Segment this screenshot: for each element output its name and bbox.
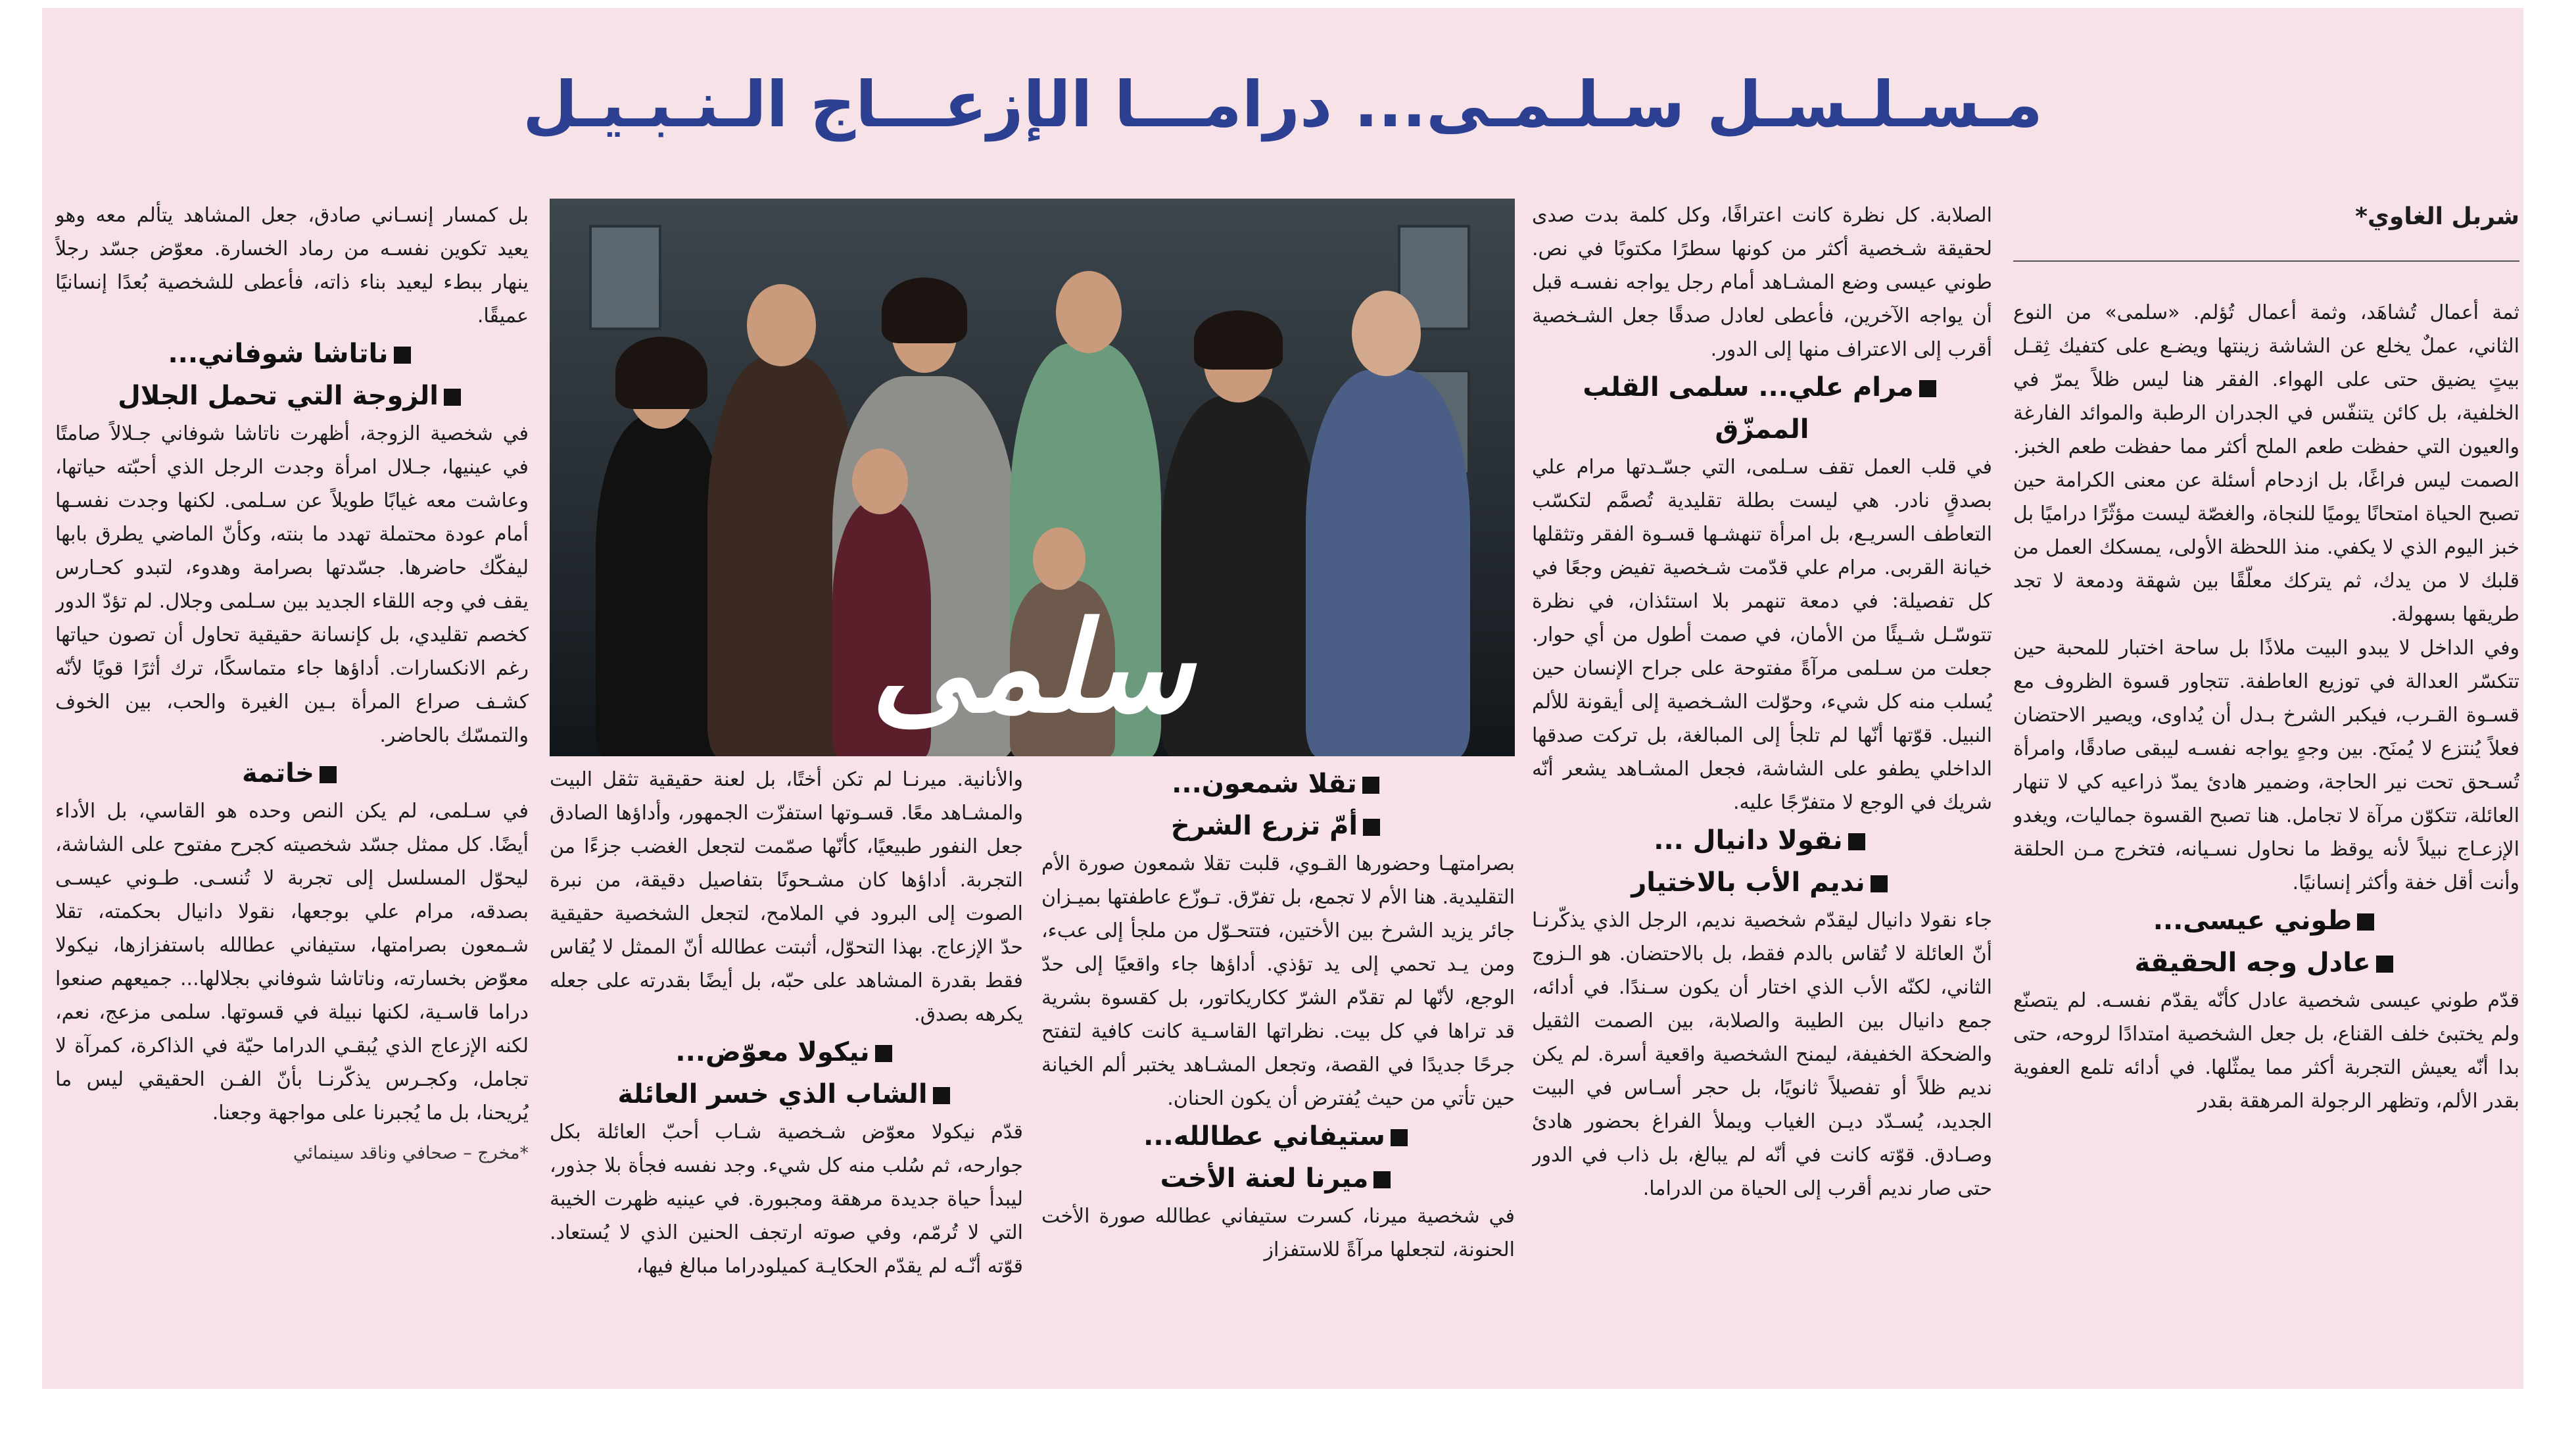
body-paragraph: وفي الداخل لا يبدو البيت ملاذًا بل ساحة اختبار للمحبة حين تتكسّر العدالة في توزيع العاطفة. تتجاور قسوة الظروف مع قسـوة القـرب، فيكبر الشرخ بـدل أن يُداوى، ويصير الاحتضان فعلاً يُنتزع لا يُمنَح. بين وجهٍ يواجه نفسـه ليبقى صادقًا، وامرأة تُسـحق تحت نير الحاجة، وضمير هادئ يمدّ ذراعيه كي لا تنهار العائلة، تتكوّن مرآة لا تجامل. هنا تصبح القسوة جماليات، ويغدو الإزعـاج نبيلاً لأنه يوقظ ما نحاول نسـيانه، فتخرج مـن الحلقة وأنت أقل خفة وأكثر إنسانيًا. xyxy=(2013,637,2519,894)
body-paragraph: في سـلمى، لم يكن النص وحده هو القاسي، بل الأداء أيضًا. كل ممثل جسّد شخصيته كجرح مفتوح على الشاشة، ليحوّل المسلسل إلى تجربة لا تُنسـى. طـوني عيسـى بصدقه، مرام علي بوجعها، نقولا دانيال بحكمته، تقلا شـمعون بصرامتها، ستيفاني عطالله باستفزازها، نيكولا معوّض بخسارته، وناتاشا شوفاني بجلالها... جميعهم صنعوا دراما قاسـية، لكنها نبيلة في قسوتها. سلمى مزعج، نعم، لكنه الإزعاج الذي يُبقـي الدراما حيّة في الذاكرة، كمرآة لا تجامل، وكجـرس يذكّرنـا بأنّ الفـن الحقيقي ليس ما يُريحنا، بل ما يُجبرنا على مواجهة وجعنا. xyxy=(55,800,529,1125)
section-heading: طوني عيسى... xyxy=(2013,900,2519,942)
square-bullet-icon xyxy=(320,766,337,783)
section-heading: تقلا شمعون... xyxy=(1041,763,1515,805)
section-heading: نيكولا معوّض... xyxy=(550,1031,1023,1073)
column-3 xyxy=(1041,763,1515,1382)
body-paragraph: بصرامتهـا وحضورها القـوي، قلبت تقلا شمعون صورة الأم التقليدية. هنا الأم لا تجمع، بل تفرّق. تـوزّع عاطفتها بميـزان جائر يزيد الشرخ بين الأختين، فتتحـوّل من ملجأ إلى عبء، ومن يـد تحمي إلى يد تؤذي. أداؤها جاء واقعيًا إلى حدّ الوجع، لأنّها لم تقدّم الشرّ ككاريكاتور، بل كقسوة بشرية قد تراها في كل بيت. نظراتها القاسـية كانت كافية لتفتح جرحًا جديدًا في القصة، وتجعل المشـاهد يختبر ألم الخيانة حين تأتي من حيث يُفترض أن يكون الحنان. xyxy=(1041,852,1515,1110)
body-paragraph: والأنانية. ميرنـا لم تكن أختًا، بل لعنة حقيقية تثقل البيت والمشـاهد معًا. قسـوتها استفزّت الجمهور، وأداؤها الصادق جعل النفور طبيعيًا، كأنّها صمّمت لتجعل الغضب جزءًا من التجربة. أداؤها كان مشـحونًا بتفاصيل دقيقة، من نبرة الصوت إلى البرود في الملامح، لتجعل الشخصية حقيقية حدّ الإزعاج. بهذا التحوّل، أثبتت عطالله أنّ الممثل لا يُقاس فقط بقدرة المشاهد على حبّه، بل أيضًا بقدرته على جعله يكرهه بصدق. xyxy=(550,768,1023,1026)
square-bullet-icon xyxy=(1919,380,1936,397)
section-heading: خاتمة xyxy=(55,752,529,794)
cast-hair xyxy=(1194,310,1283,370)
body-paragraph: قدّم طوني عيسى شخصية عادل كأنّه يقدّم نفسـه. لم يتصنّع ولم يختبئ خلف القناع، بل جعل الشخصية امتدادًا لروحه، حتى بدا أنّه يعيش التجربة أكثر مما يمثّلها. في أدائه تلمع العفوية بقدر الألم، وتظهر الرجولة المرهقة بقدر xyxy=(2013,989,2519,1113)
section-subheading: الزوجة التي تحمل الجلال xyxy=(55,375,529,417)
square-bullet-icon xyxy=(1871,875,1888,892)
series-logo: سلمى xyxy=(871,594,1194,740)
body-paragraph: في قلب العمل تقف سـلمى، التي جسّـدتها مرام علي بصدقٍ نادر. هي ليست بطلة تقليدية تُصمَّم لتكسّب التعاطف السريـع، بل امرأة تنهشـها قسـوة الفقر وتثقلها خيانة القربى. مرام علي قدّمت شـخصية تفيض وجعًا في كل تفصيلة: في دمعة تنهمر بلا استئذان، في نظرة تتوسّـل شـيئًا من الأمان، في صمت أطول من أي حوار. جعلت من سـلمى مرآةً مفتوحة على جراح الإنسان حين يُسلب منه كل شيء، وحوّلت الشـخصية إلى أيقونة للألم النبيل. قوّتها أنّها لم تلجأ إلى المبالغة، بل تركت صدقها الداخلي يطفو على الشاشة، فجعل المشـاهد يشعر أنّه شريك في الوجع لا متفرّجًا عليه. xyxy=(1532,456,1992,814)
body-paragraph: بل كمسار إنسـاني صادق، جعل المشاهد يتألم معه وهو يعيد تكوين نفسـه من رماد الخسارة. معوّض جسّد رجلاً ينهار ببطء ليعيد بناء ذاته، فأعطى للشخصية بُعدًا إنسانيًا عميقًا. xyxy=(55,204,529,327)
square-bullet-icon xyxy=(2357,913,2374,931)
square-bullet-icon xyxy=(875,1045,892,1062)
body-paragraph: قدّم نيكولا معوّض شـخصية شـاب أحبّ العائلة بكل جوارحه، ثم سُلب منه كل شيء. وجد نفسه فجأة بلا جذور، ليبدأ حياة جديدة مرهقة ومجبورة. في عينيه ظهرت الخيبة التي لا تُرمّم، وفي صوته ارتجف الحنين الذي لا يُستعاد. قوّته أنّـه لم يقدّم الحكايـة كميلودراما مبالغ فيها، xyxy=(550,1121,1023,1278)
square-bullet-icon xyxy=(1373,1171,1391,1188)
body-paragraph: في شخصية الزوجة، أظهرت ناتاشا شوفاني جـلالاً صامتًا في عينيها، جـلال امرأة وجدت الرجل الذي أحبّته حياتها، وعاشت معه غيابًا طويلاً عن سـلمى. لكنها وجدت نفسـها أمام عودة محتملة تهدد ما بنته، وكأنّ الماضي يطرق بابها ليفكّك حاضرها. جسّدتها بصرامة وهدوء، لتبدو كحـارس يقف في وجه اللقاء الجديد بين سـلمى وجلال. لم تؤدّ الدور كخصم تقليدي، بل كإنسانة حقيقية تحاول أن تصون حياتها رغم الانكسارات. أداؤها جاء متماسكًا، ترك أثرًا قويًا لأنّه كشـف صراع المرأة بـين الغيرة والحب، بين الخوف والتمسّك بالحاضر. xyxy=(55,422,529,747)
cast-face xyxy=(747,284,816,366)
author-byline: شربل الغاوي* xyxy=(2355,203,2519,230)
square-bullet-icon xyxy=(1848,833,1865,850)
cast-face xyxy=(1056,271,1122,353)
intro-paragraph: ثمة أعمال تُشاهَد، وثمة أعمال تُؤلم. «سلمى» من النوع الثاني، عملٌ يخلع عن الشاشة زينتها ويضـع على كتفيك ثِقـل بيتٍ يضيق حتى على الهواء. الفقر هنا ليس ظلاً يمرّ في الخلفية، بل كائن يتنفّس في الجدران الرطبة والموائد الفارغة والعيون التي حفظت طعم الملح أكثر مما حفظت طعم الخبز. الصمت ليس فراغًا، بل ازدحام أسئلة عن معنى الكرامة حين تصبح الحياة امتحانًا يوميًا للنجاة، والغصّة ليست مؤثّرًا دراميًا بل خبز اليوم الذي لا يكفي. منذ اللحظة الأولى، يمسكك العمل من قلبك لا من يدك، ثم يتركك معلّقًا بين شهقة ودمعة لا تجد طريقها بسهولة. xyxy=(2013,301,2519,626)
square-bullet-icon xyxy=(394,347,411,364)
column-2 xyxy=(1532,199,1992,1382)
page-headline: مـسـلـسـل سـلـمـى... درامـــا الإزعـــاج الـنـبـيـل xyxy=(523,68,2043,141)
section-heading: مرام علي... سلمى القلب الممزّق xyxy=(1532,366,1992,450)
square-bullet-icon xyxy=(1362,777,1379,794)
square-bullet-icon xyxy=(933,1087,950,1104)
section-subheading: عادل وجه الحقيقة xyxy=(2013,942,2519,984)
column-1 xyxy=(2013,199,2519,1382)
cast-face xyxy=(852,449,908,514)
body-paragraph: جاء نقولا دانيال ليقدّم شخصية نديم، الرجل الذي يذكّرنـا أنّ العائلة لا تُقاس بالدم فقط، بل بالاحتضان. هو الـزوج الثاني، لكنّه الأب الذي اختار أن يكون سـندًا. في أدائه، جمع دانيال بين الطيبة والصلابة، بين الصمت الثقيل والضحكة الخفيفة، ليمنح الشخصية واقعية أسرة. لم يكن نديم ظلاً أو تفصيلاً ثانويًا، بل حجر أسـاس في البيت الجديد، يُسـدّد ديـن الغياب ويملأ الفراغ بحضور هادئ وصـادق. قوّته كانت في أنّه لم يبالغ، بل ذاب في الدور حتى صار نديم أقرب إلى الحياة من الدراما. xyxy=(1532,909,1992,1200)
column-4 xyxy=(550,763,1023,1382)
cast-hair xyxy=(615,337,707,409)
cast-face xyxy=(1033,527,1085,590)
square-bullet-icon xyxy=(1391,1129,1408,1146)
section-subheading: أمّ تزرع الشرخ xyxy=(1041,805,1515,847)
background-window xyxy=(589,225,661,330)
author-credit: *مخرج – صحافي وناقد سينمائي xyxy=(293,1143,529,1163)
column-5 xyxy=(55,199,529,1382)
square-bullet-icon xyxy=(444,389,461,406)
body-paragraph: الصلابة. كل نظرة كانت اعترافًا، وكل كلمة بدت صدى لحقيقة شـخصية أكثر من كونها سطرًا مكتوبًا في نص. طوني عيسى وضع المشـاهد أمام رجل يواجه نفسـه قبل أن يواجه الآخرين، فأعطى لعادل صدقًا جعل الشـخصية أقرب إلى الاعتراف منها إلى الدور. xyxy=(1532,204,1992,361)
section-heading: ستيفاني عطالله... xyxy=(1041,1115,1515,1157)
section-heading: نقولا دانيال ... xyxy=(1532,819,1992,861)
section-subheading: ميرنا لعنة الأخت xyxy=(1041,1157,1515,1200)
byline-divider xyxy=(2013,260,2519,262)
cast-hair xyxy=(882,278,967,343)
cast-face xyxy=(1352,291,1421,376)
cast-photo xyxy=(550,199,1515,756)
section-subheading: نديم الأب بالاختيار xyxy=(1532,861,1992,904)
newspaper-page xyxy=(42,8,2523,1389)
section-subheading: الشاب الذي خسر العائلة xyxy=(550,1073,1023,1115)
body-paragraph: في شخصية ميرنا، كسرت ستيفاني عطالله صورة الأخت الحنونة، لتجعلها مرآةً للاستفزاز xyxy=(1041,1205,1515,1261)
section-heading: ناتاشا شوفاني... xyxy=(55,333,529,375)
square-bullet-icon xyxy=(1363,819,1380,836)
square-bullet-icon xyxy=(2376,956,2393,973)
